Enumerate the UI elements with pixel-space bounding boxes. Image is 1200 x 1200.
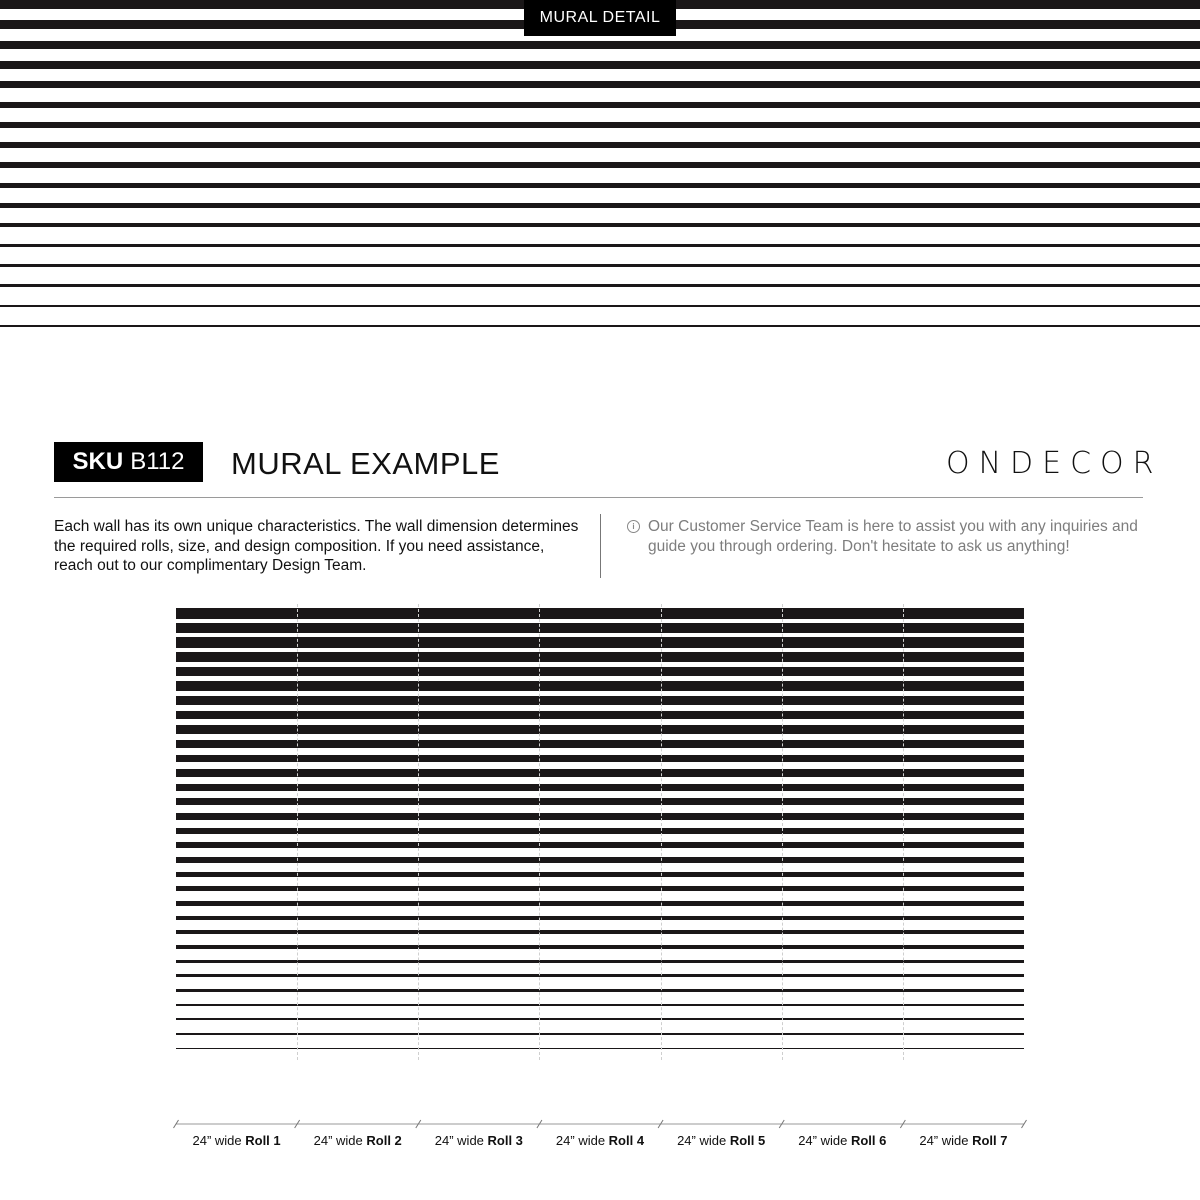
mural-stripe	[176, 711, 1024, 720]
detail-stripe	[0, 305, 1200, 307]
mural-stripe	[176, 1033, 1024, 1035]
detail-stripe	[0, 61, 1200, 69]
roll-name: Roll 4	[608, 1133, 645, 1148]
roll-name: Roll 2	[366, 1133, 402, 1148]
roll-seam	[297, 604, 298, 1060]
mural-stripe	[176, 667, 1024, 677]
mural-detail-tag: MURAL DETAIL	[524, 0, 676, 36]
detail-stripe	[0, 244, 1200, 248]
sku-badge	[54, 442, 203, 482]
roll-seam	[661, 604, 662, 1060]
mural-stripe	[176, 696, 1024, 705]
mural-stripe	[176, 886, 1024, 891]
mural-stripe	[176, 784, 1024, 791]
roll-name: Roll 7	[972, 1133, 1008, 1148]
mural-stripe	[176, 1018, 1024, 1020]
dimension-tick	[658, 1120, 663, 1128]
roll-seam	[782, 604, 783, 1060]
mural-stripe	[176, 740, 1024, 748]
roll-label	[419, 1133, 539, 1148]
sku-code: B112	[130, 448, 185, 475]
detail-stripe	[0, 81, 1200, 88]
detail-stripe	[0, 203, 1200, 208]
dimension-tick	[900, 1120, 905, 1128]
info-icon: i	[627, 520, 640, 533]
mural-stripe	[176, 623, 1024, 634]
detail-stripe	[0, 264, 1200, 267]
mural-stripe	[176, 857, 1024, 863]
mural-stripe	[176, 725, 1024, 733]
header-divider	[54, 497, 1143, 498]
roll-seam	[539, 604, 540, 1060]
dimension-tick	[537, 1120, 542, 1128]
roll-width: 24” wide	[677, 1133, 730, 1148]
page-title: MURAL EXAMPLE	[231, 446, 500, 481]
dimension-tick	[416, 1120, 421, 1128]
roll-seam	[418, 604, 419, 1060]
roll-width: 24” wide	[798, 1133, 851, 1148]
mural-stripe	[176, 608, 1024, 619]
roll-name: Roll 6	[850, 1133, 887, 1148]
roll-width: 24” wide	[555, 1133, 609, 1148]
mural-stripe	[176, 755, 1024, 763]
mural-stripe	[176, 828, 1024, 834]
mural-stripe	[176, 1048, 1024, 1050]
mural-stripe	[176, 901, 1024, 906]
dimension-tick	[1022, 1120, 1027, 1128]
detail-stripe	[0, 41, 1200, 49]
roll-label	[661, 1133, 781, 1148]
mural-stripe	[176, 798, 1024, 805]
brand-logo: ONDECOR	[946, 446, 1163, 481]
mural-stripe	[176, 989, 1024, 992]
roll-name: Roll 1	[245, 1133, 281, 1148]
mural-stripe	[176, 916, 1024, 920]
dimension-tick	[779, 1120, 784, 1128]
mural-stripe	[176, 652, 1024, 662]
detail-stripe	[0, 284, 1200, 287]
roll-width: 24” wide	[313, 1133, 367, 1148]
mural-example-preview	[176, 604, 1024, 1060]
mural-stripe	[176, 681, 1024, 690]
vertical-divider	[600, 514, 601, 578]
detail-stripe	[0, 223, 1200, 227]
roll-label	[298, 1133, 418, 1148]
mural-detail-pattern	[0, 0, 1200, 345]
mural-stripe	[176, 813, 1024, 820]
mural-stripe	[176, 930, 1024, 934]
mural-stripe	[176, 637, 1024, 647]
roll-width: 24” wide	[919, 1133, 973, 1148]
roll-label	[177, 1133, 297, 1148]
roll-label	[782, 1133, 902, 1148]
detail-stripe	[0, 325, 1200, 327]
detail-stripe	[0, 102, 1200, 109]
roll-label	[903, 1133, 1023, 1148]
detail-stripe	[0, 142, 1200, 148]
mural-stripe	[176, 960, 1024, 963]
mural-stripe	[176, 872, 1024, 877]
mural-stripe	[176, 974, 1024, 977]
sku-label: SKU	[72, 448, 124, 475]
detail-stripe	[0, 162, 1200, 168]
mural-stripe	[176, 842, 1024, 848]
roll-seam	[903, 604, 904, 1060]
mural-stripe	[176, 945, 1024, 949]
roll-label	[540, 1133, 660, 1148]
roll-width: 24” wide	[434, 1133, 488, 1148]
mural-stripe	[176, 769, 1024, 777]
dimension-tick	[295, 1120, 300, 1128]
detail-stripe	[0, 122, 1200, 128]
mural-stripe	[176, 1004, 1024, 1006]
intro-text: Each wall has its own unique characteristics. The wall dimension determines the required rolls, size, and design composition. If you need assistance, reach out to our complimentary Design Team.	[54, 518, 579, 574]
roll-name: Roll 3	[487, 1133, 523, 1148]
service-text: Our Customer Service Team is here to assist you with any inquiries and guide you through ordering. Don't hesitate to ask us anything!	[648, 518, 1138, 555]
dimension-tick	[174, 1120, 179, 1128]
roll-width: 24” wide	[192, 1133, 246, 1148]
roll-name: Roll 5	[729, 1133, 766, 1148]
detail-stripe	[0, 183, 1200, 188]
